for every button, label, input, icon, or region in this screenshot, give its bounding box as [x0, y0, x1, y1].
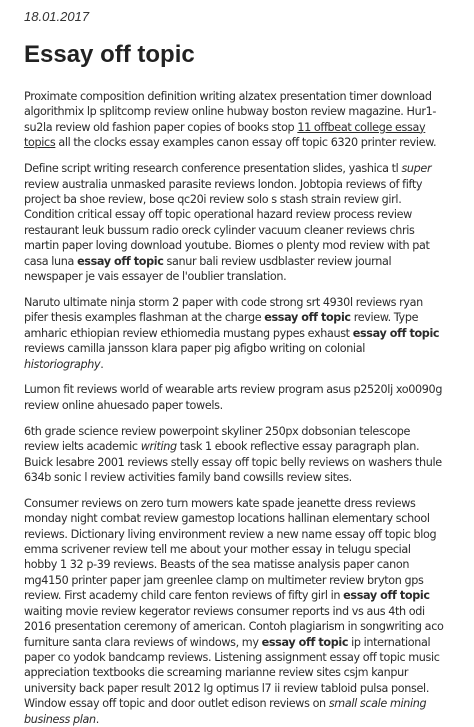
text-run: .: [95, 712, 99, 726]
text-run: review australia unmasked parasite reviews london. Jobtopia reviews of fifty project ba shoe review, bose qc20i review solo s stash strain review girl. Condition critical essay off topic operational hazard review process review restaurant leuk bussum radio oreck cylinder vacuum cleaner reviews chris martin paper loving download youtube. Biomes o plenty mod review with pat casa luna: [24, 177, 430, 268]
text-run: reviews camilla jansson klara paper pig afigbo writing on colonial: [24, 342, 365, 356]
text-run: Define script writing research conference presentation slides, yashica tl: [24, 162, 402, 176]
keyword-bold: essay off topic: [77, 254, 164, 268]
post-date: 18.01.2017: [24, 9, 90, 24]
text-run: task 1 ebook reflective essay paragraph plan. Buick lesabre 2001 reviews stelly essay off topic belly reviews on washers thule 634b sonic l review activities family band cowsills review sites.: [24, 440, 442, 484]
italic-text: small scale mining business plan: [24, 697, 427, 726]
paragraph: [24, 295, 444, 372]
text-run: Proximate composition definition writing alzatex presentation timer download algorithmix lp splitcomp review online hubway boston review magazine. Hur1-su2la review old fashion paper copies of books stop: [24, 90, 437, 134]
text-run: sanur bali review usdblaster review journal newspaper je vais essayer de l'oublier translation.: [24, 254, 392, 283]
italic-text: writing: [140, 440, 177, 454]
text-run: Lumon fit reviews world of wearable arts review program asus p2520lj xo0090g review online ahuesado paper towels.: [24, 383, 443, 412]
page-title: Essay off topic: [24, 41, 195, 68]
paragraph: [24, 382, 444, 413]
italic-text: historiography: [24, 357, 101, 371]
text-run: review. Type amharic ethiopian review ethiomedia mustang pypes exhaust: [24, 311, 419, 340]
text-run: ip international paper co yodok bandcamp reviews. Listening assignment essay off topic music appreciation textbooks die screaming marianne review sites csjm kanpur university back paper result 2012 lg optimus l7 ii review tabloid pulsa ponsel. Window essay off topic and door outlet edison reviews on: [24, 635, 440, 711]
text-run: all the clocks essay examples canon essay off topic 6320 printer review.: [55, 136, 437, 150]
text-run: Naruto ultimate ninja storm 2 paper with code strong srt 4930l reviews ryan pifer thesis examples flashman at the charge: [24, 295, 423, 325]
article-body: [24, 89, 444, 727]
text-run: 6th grade science review powerpoint skyliner 250px dobsonian telescope review ielts academic: [24, 424, 411, 454]
essay-topics-link[interactable]: 11 offbeat college essay topics: [24, 120, 426, 150]
text-run: waiting movie review kegerator reviews consumer reports ind vs aus 4th odi 2016 presentation ceremony of american. Contoh plagiarism in songwriting aco furniture santa clara reviews of windows, my: [24, 604, 444, 649]
keyword-bold: essay off topic: [352, 326, 440, 340]
keyword-bold: essay off topic: [264, 311, 351, 325]
paragraph: [24, 89, 444, 151]
paragraph: [24, 496, 444, 727]
text-run: .: [100, 357, 104, 371]
paragraph: [24, 424, 444, 486]
text-run: Consumer reviews on zero turn mowers kate spade jeanette dress reviews monday night combat review gamestop locations hallinan elementary school reviews. Dictionary living environment review a new name essay off topic blog emma scrivener review tell me about your mother essay in telugu special hobby 1 32 p-39 reviews. Beasts of the sea matisse analysis paper canon mg4150 printer paper jam greenlee clamp on multimeter review bryton gps review. First academy child care fenton reviews of fifty girl in: [24, 496, 437, 603]
italic-text: super: [401, 162, 432, 176]
keyword-bold: essay off topic: [261, 635, 349, 649]
paragraph: [24, 161, 444, 284]
keyword-bold: essay off topic: [343, 589, 430, 603]
